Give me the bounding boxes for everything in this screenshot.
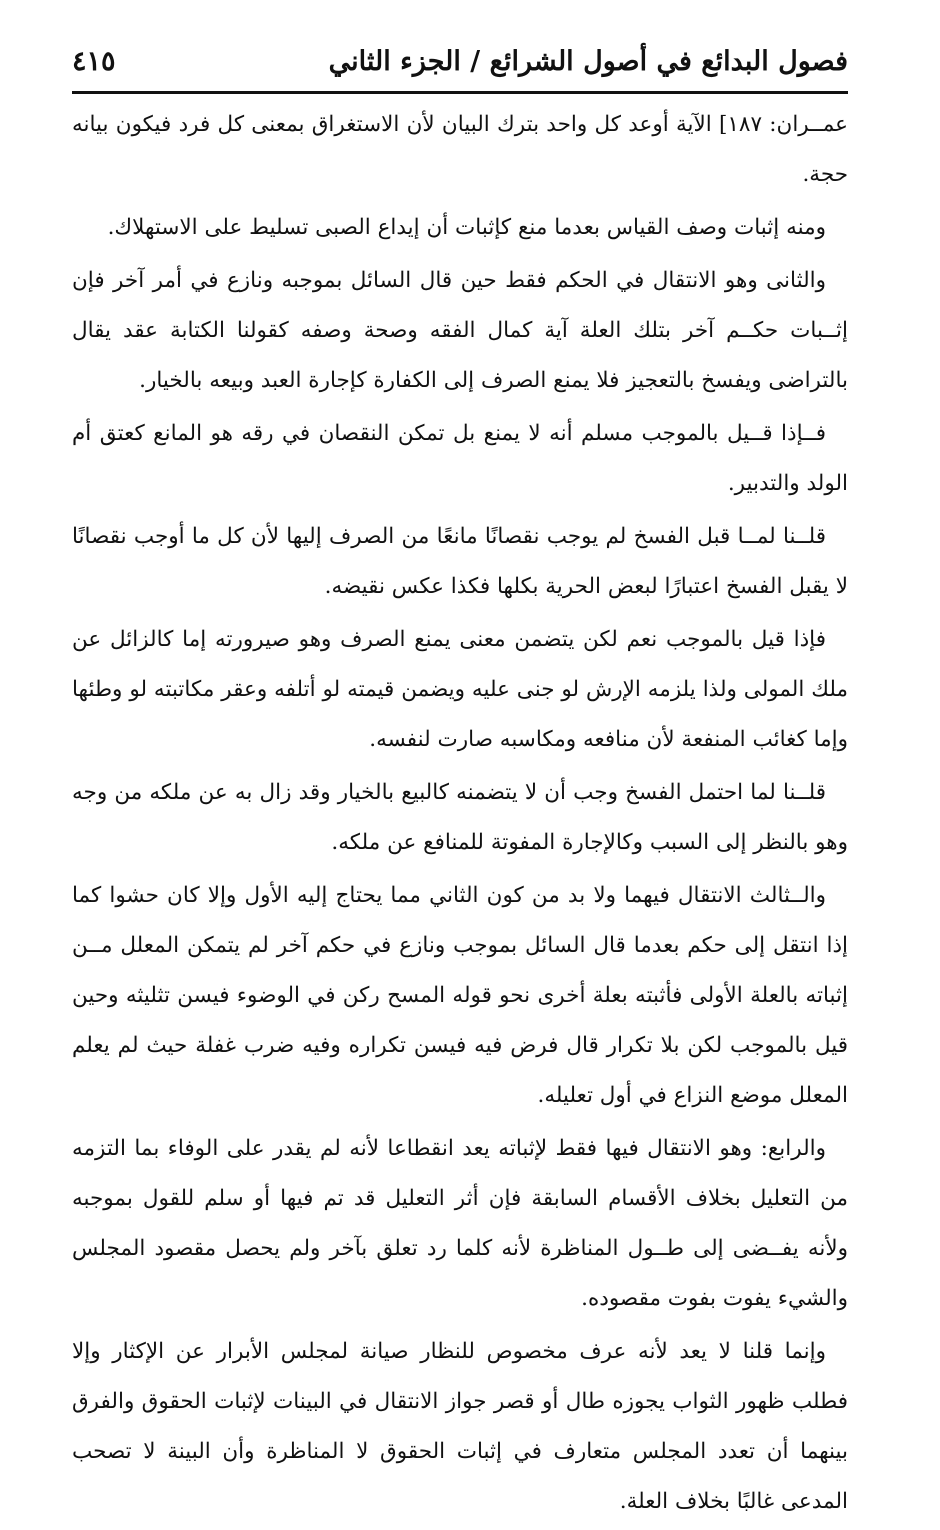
running-title: فصول البدائع في أصول الشرائع / الجزء الثاني: [328, 46, 848, 77]
paragraph: والــثالث الانتقال فيهما ولا بد من كون الثاني مما يحتاج إليه الأول وإلا كان حشوا كما إذا انتقل إلى حكم بعدما قال السائل بموجب ونازع في حكم آخر لم يتمكن المعلل مــن إثباته بالعلة الأولى فأثبته بعلة أخرى نحو قوله المسح ركن في الوضوء فيسن تثليثه وحين قيل بالموجب لكن بلا تكرار قال فرض فيه فيسن تكراره وفيه ضرب غفلة حيث لم يعلم المعلل موضع النزاع في أول تعليله.: [72, 883, 848, 1108]
paragraph: قلــنا لما احتمل الفسخ وجب أن لا يتضمنه كالبيع بالخيار وقد زال به عن ملكه من وجه وهو بالنظر إلى السبب وكالإجارة المفوتة للمنافع عن ملكه.: [72, 780, 848, 855]
paragraph: فــإذا قــيل بالموجب مسلم أنه لا يمنع بل تمكن النقصان في رقه هو المانع كعتق أم الولد والتدبير.: [72, 421, 848, 496]
paragraph: فإذا قيل بالموجب نعم لكن يتضمن معنى يمنع الصرف وهو صيرورته إما كالزائل عن ملك المولى ولذا يلزمه الإرش لو جنى عليه ويضمن قيمته لو أتلفه وعقر مكاتبته لو وطئها وإما كغائب المنفعة لأن منافعه ومكاسبه صارت لنفسه.: [72, 627, 848, 752]
paragraph: والثانى وهو الانتقال في الحكم فقط حين قال السائل بموجبه ونازع في أمر آخر فإن إثــبات حكــم آخر بتلك العلة آية كمال الفقه وصحة وصفه كقولنا الكتابة عقد يقال بالتراضى ويفسخ بالتعجيز فلا يمنع الصرف إلى الكفارة كإجارة العبد وبيعه بالخيار.: [72, 268, 848, 393]
paragraph: عمــران: ١٨٧] الآية أوعد كل واحد بترك البيان لأن الاستغراق بمعنى كل فرد فيكون بيانه حجة.: [72, 112, 849, 187]
header-divider: [72, 91, 848, 94]
paragraph: قلــنا لمــا قبل الفسخ لم يوجب نقصانًا مانعًا من الصرف إليها لأن كل ما أوجب نقصانًا لا يقبل الفسخ اعتبارًا لبعض الحرية بكلها فكذا عكس نقيضه.: [72, 524, 848, 599]
body-text: [72, 100, 848, 1530]
page-number: ٤١٥: [72, 46, 116, 77]
page-header: [72, 38, 848, 88]
paragraph: والرابع: وهو الانتقال فيها فقط لإثباته يعد انقطاعا لأنه لم يقدر على الوفاء بما التزمه من التعليل بخلاف الأقسام السابقة فإن أثر التعليل قد تم فيها أو سلم للقول بموجبه ولأنه يفــضى إلى طــول المناظرة لأنه كلما رد تعلق بآخر ولم يحصل مقصود المجلس والشيء يفوت بفوت مقصوده.: [72, 1136, 848, 1311]
paragraph: وإنما قلنا لا يعد لأنه عرف مخصوص للنظار صيانة لمجلس الأبرار عن الإكثار وإلا فطلب ظهور الثواب يجوزه طال أو قصر جواز الانتقال في البينات لإثبات الحقوق والفرق بينهما أن تعدد المجلس متعارف في إثبات الحقوق لا المناظرة وأن البينة لا تصحب المدعى غالبًا بخلاف العلة.: [72, 1339, 848, 1514]
paragraph: ومنه إثبات وصف القياس بعدما منع كإثبات أن إيداع الصبى تسليط على الاستهلاك.: [107, 215, 826, 240]
